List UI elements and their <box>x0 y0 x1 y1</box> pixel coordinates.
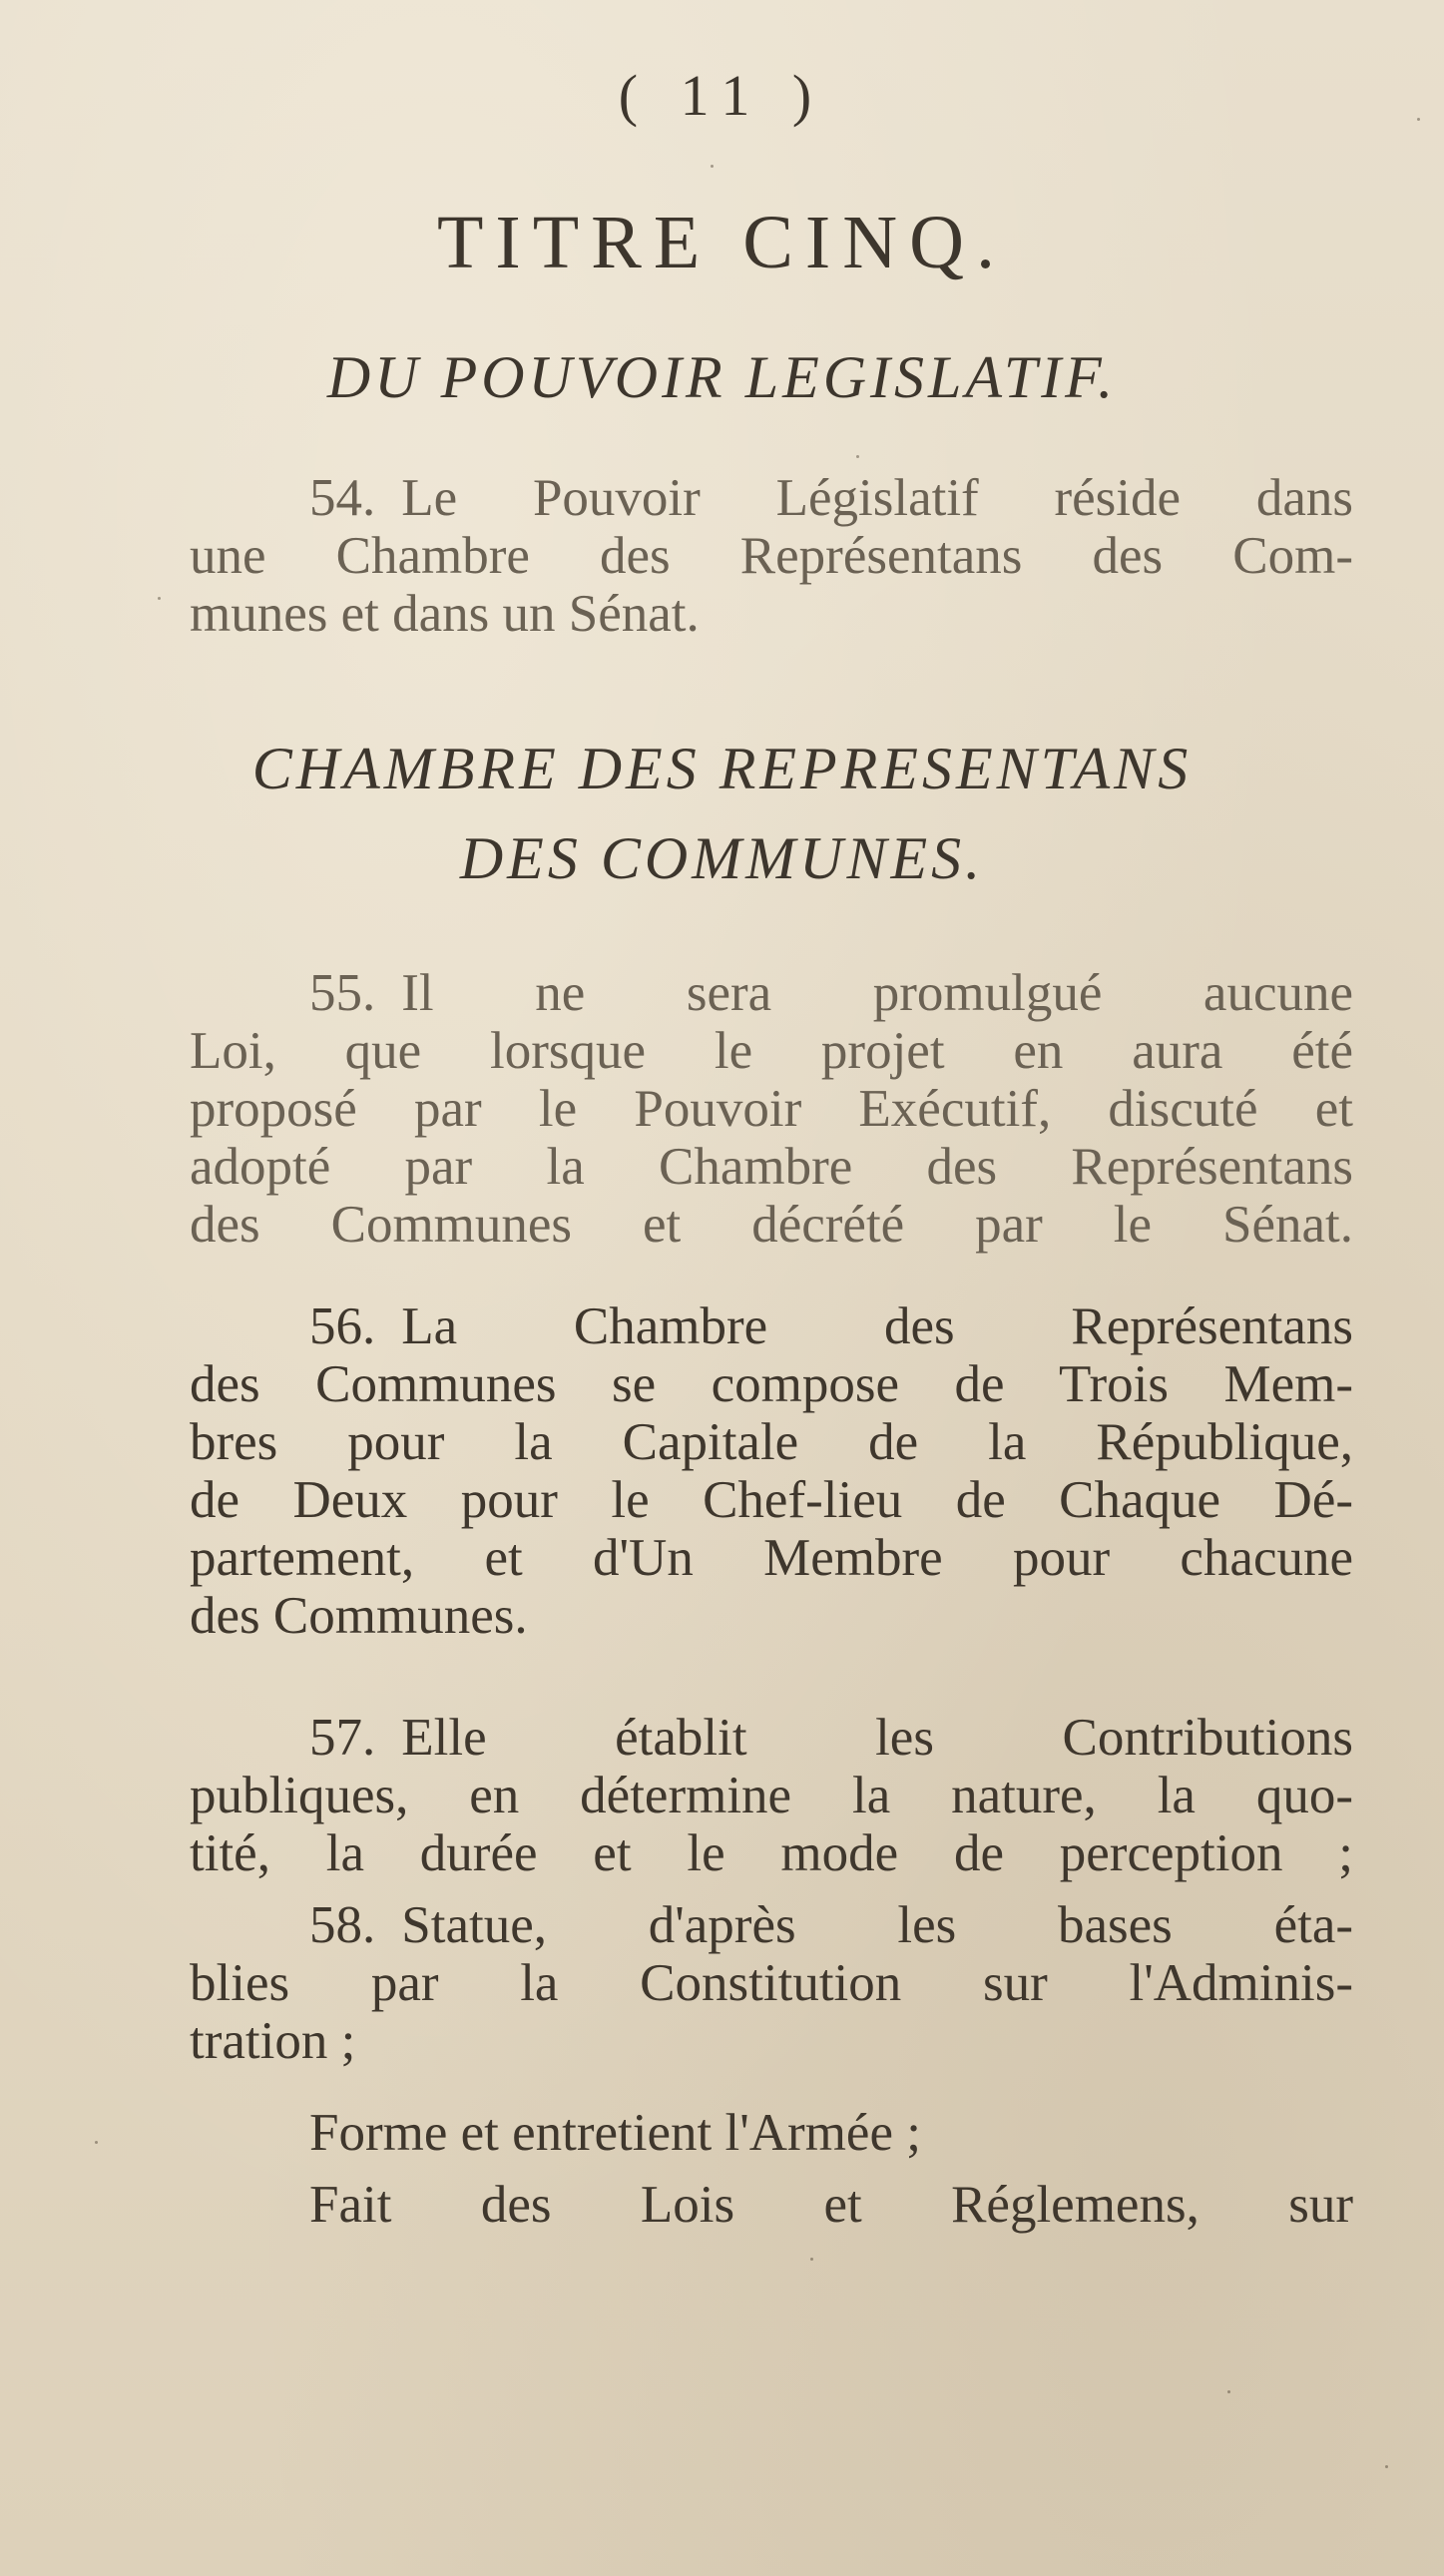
paper-speck <box>1417 118 1420 121</box>
article-number: 54. <box>309 469 376 527</box>
article-line: bres pour la Capitale de la République, <box>190 1413 1353 1471</box>
article-58 <box>190 1896 1353 2070</box>
title-heading: TITRE CINQ. <box>436 201 1008 284</box>
article-line: de Deux pour le Chef-lieu de Chaque Dé- <box>190 1471 1353 1529</box>
article-line: munes et dans un Sénat. <box>190 585 700 643</box>
paper-speck <box>856 455 859 458</box>
article-line: une Chambre des Représentans des Com- <box>190 527 1353 585</box>
article-line: Forme et entretient l'Armée ; <box>309 2104 921 2162</box>
article-54 <box>190 469 1353 643</box>
article-line: 56. La Chambre des Représentans <box>309 1297 1353 1355</box>
paper-speck <box>1385 2465 1388 2468</box>
article-line: des Communes se compose de Trois Mem- <box>190 1355 1353 1413</box>
paper-speck <box>158 597 161 600</box>
article-line: tration ; <box>190 2012 356 2070</box>
article-number: 56. <box>309 1297 376 1355</box>
article-line: des Communes. <box>190 1587 528 1645</box>
article-line: proposé par le Pouvoir Exécutif, discuté et <box>190 1080 1353 1138</box>
article-number: 57. <box>309 1709 376 1767</box>
article-line: des Communes et décrété par le Sénat. <box>190 1196 1353 1254</box>
article-58-clause <box>190 2176 1353 2234</box>
article-55 <box>190 964 1353 1254</box>
article-line: blies par la Constitution sur l'Adminis- <box>190 1954 1353 2012</box>
article-line: adopté par la Chambre des Représentans <box>190 1138 1353 1196</box>
article-58-clause <box>190 2104 1353 2162</box>
subsection-heading-line-1: CHAMBRE DES REPRESENTANS <box>251 736 1193 801</box>
article-57 <box>190 1709 1353 1882</box>
paper-speck <box>711 165 714 168</box>
paper-speck <box>1227 2390 1230 2393</box>
article-line: Fait des Lois et Réglemens, sur <box>309 2176 1353 2234</box>
article-number: 55. <box>309 964 376 1022</box>
article-line: 55. Il ne sera promulgué aucune <box>309 964 1353 1022</box>
article-number: 58. <box>309 1896 376 1954</box>
subsection-heading-line-2: DES COMMUNES. <box>459 825 985 891</box>
article-line: publiques, en détermine la nature, la quo- <box>190 1767 1353 1824</box>
article-56 <box>190 1297 1353 1645</box>
section-heading: DU POUVOIR LEGISLATIF. <box>326 344 1118 410</box>
article-line: tité, la durée et le mode de perception ; <box>190 1824 1353 1882</box>
page-number: ( 11 ) <box>618 63 826 128</box>
article-line: Loi, que lorsque le projet en aura été <box>190 1022 1353 1080</box>
article-line: partement, et d'Un Membre pour chacune <box>190 1529 1353 1587</box>
article-line: 58. Statue, d'après les bases éta- <box>309 1896 1353 1954</box>
paper-speck <box>95 2141 98 2144</box>
article-line: 54. Le Pouvoir Législatif réside dans <box>309 469 1353 527</box>
article-line: 57. Elle établit les Contributions <box>309 1709 1353 1767</box>
paper-speck <box>810 2258 813 2261</box>
